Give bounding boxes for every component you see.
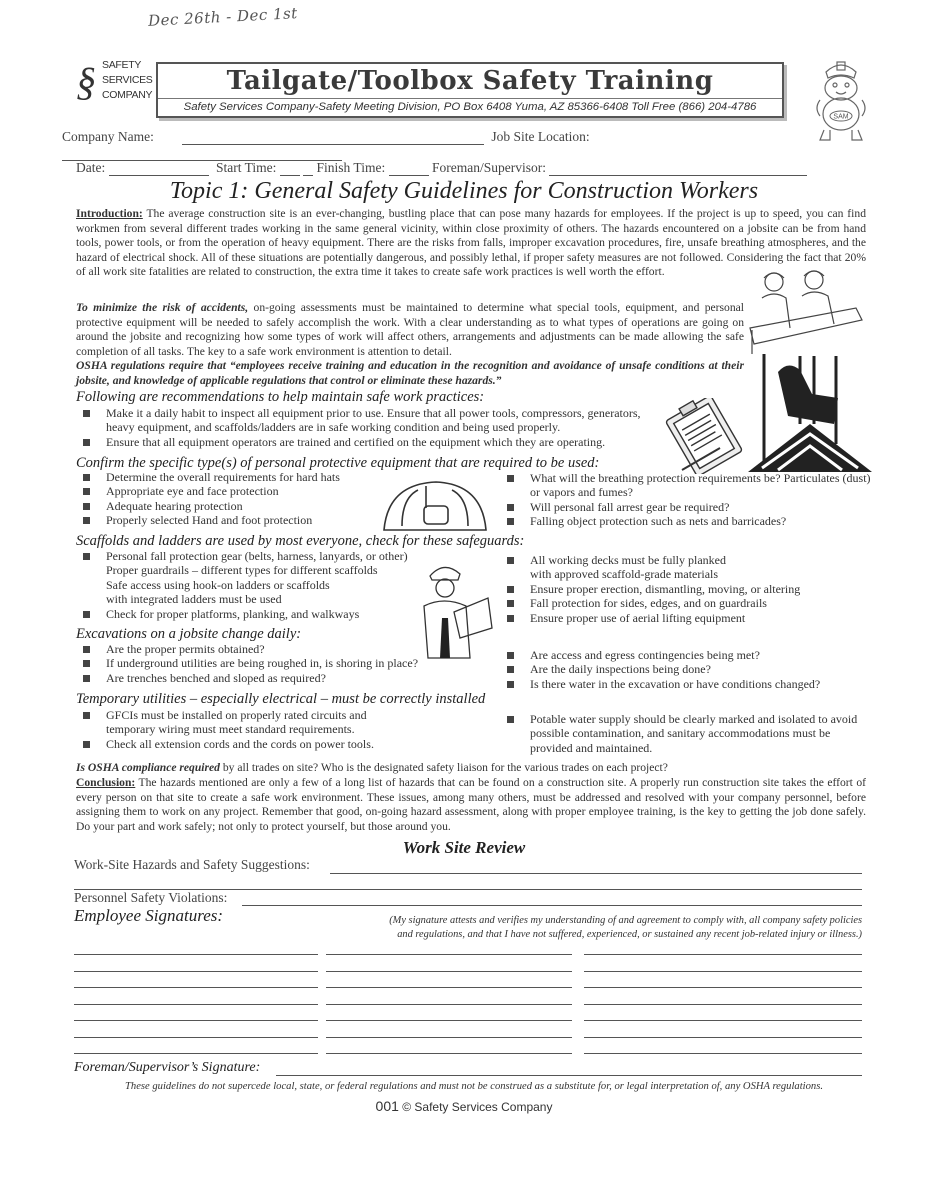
excavation-item: Are trenches benched and sloped as required? (76, 671, 436, 685)
form-row-1 (62, 129, 862, 161)
recommendations-section (76, 389, 676, 449)
ppe-item: Properly selected Hand and foot protection (76, 513, 396, 527)
attestation-line-1: (My signature attests and verifies my understanding of and agreement to comply with, all company safety policies (389, 915, 862, 926)
minimize-text: on-going assessments must be maintained to determine what special tools, equipment, and personal protective equipment will be needed to safely accomplish the work. With a clear understanding as to what types of operations are going on around the jobsite and recognizing how some types of work will affect others, arrangements and adjustments can be made allowing the safe completion of all tasks. The key to a safe work environment is attention to detail. (76, 301, 744, 358)
signature-line[interactable] (584, 954, 862, 955)
violations-field[interactable] (242, 905, 862, 906)
signature-line[interactable] (584, 1020, 862, 1021)
hazards-label: Work-Site Hazards and Safety Suggestions: (74, 857, 310, 872)
hazards-field[interactable] (330, 873, 862, 874)
ppe-item: What will the breathing protection requirements be? Particulates (dust) or vapors and fumes? (500, 471, 872, 500)
ppe-item: Determine the overall requirements for hard hats (76, 470, 396, 484)
excavation-item: Are access and egress contingencies being met? (500, 648, 872, 662)
osha-question-text: by all trades on site? Who is the designated safety liaison for the various trades on each project? (219, 761, 668, 774)
conclusion-text: The hazards mentioned are only a few of a long list of hazards that can be found on a construction site. A properly run construction site takes the effort of every person on that site to create a safe work environment. These issues, among many others, must be addressed and resolved with your company personnel, before assigning them to work on any project. Remember that good, on-going hazard assessment, along with proper employee training, is the key to getting the job done safely. Do your part and work safely; not only to protect yourself, but those around you. (76, 776, 866, 833)
osha-question (76, 761, 866, 776)
excavations-left-list (76, 642, 436, 685)
signature-line[interactable] (326, 1053, 572, 1054)
utility-item: GFCIs must be installed on properly rated circuits and temporary wiring must meet standard requirements. (76, 708, 406, 737)
date-field[interactable] (109, 175, 209, 176)
excavation-item: Is there water in the excavation or have conditions changed? (500, 677, 872, 691)
page-number: 001 (375, 1098, 399, 1114)
signature-line[interactable] (326, 1020, 572, 1021)
conclusion-label: Conclusion: (76, 776, 136, 789)
scaffold-item: Proper guardrails – different types for different scaffolds (106, 563, 378, 578)
header-subtitle: Safety Services Company-Safety Meeting Division, PO Box 6408 Yuma, AZ 85366-6408 Toll Free (866) 204-4786 (158, 98, 782, 116)
excavation-item: Are the proper permits obtained? (76, 642, 436, 656)
introduction-text: The average construction site is an ever-changing, bustling place that can pose many hazards for employees. If the project is up to speed, you can find workmen from several different trades working in the same general vicinity, within close proximity of others. The hazards encountered on a jobsite can be from hand tools, power tools, or from the operation of heavy equipment. There are the risks from falls, improper excavation procedures, fire, unsafe breathing atmospheres, and the hazard of electrical shock. All of these situations are potentially dangerous, and possibly lethal, if proper safety measures are not followed. Considering the fact that 20% of all work site fatalities are related to construction, the extra time it takes to create safe work practices is well worth the effort. (76, 207, 866, 279)
osha-quote: OSHA regulations require that “employees receive training and education in the recognition and avoidance of unsafe conditions at their jobsite, and knowledge of applicable regulations that control or eliminate these hazards.” (76, 359, 744, 387)
signature-line[interactable] (584, 1004, 862, 1005)
scaffold-item: Fall protection for sides, edges, and on guardrails (500, 596, 872, 610)
attestation-text (300, 914, 862, 942)
scaffolds-left-list (76, 549, 436, 621)
disclaimer: These guidelines do not supercede local, state, or federal regulations and must not be construed as a substitute for, or legal interpretation of, any OSHA regulations. (125, 1081, 823, 1092)
scaffold-item: Ensure proper use of aerial lifting equipment (500, 611, 872, 625)
excavation-item: If underground utilities are being roughed in, is shoring in place? (76, 656, 436, 670)
signature-line[interactable] (74, 971, 318, 972)
page-footer (0, 1098, 928, 1114)
signature-line[interactable] (326, 954, 572, 955)
excavations-right-list (500, 648, 872, 691)
company-name-field[interactable] (182, 144, 484, 145)
foreman-signature-label: Foreman/Supervisor’s Signature: (74, 1060, 261, 1075)
recommendation-item: Make it a daily habit to inspect all equipment prior to use. Ensure that all power tools, compressors, generators, heavy equipment, and scaffolds/ladders are in safe working condition and being used properly. (76, 406, 666, 435)
mascot-label: SAM (833, 113, 849, 121)
minimize-risk-paragraph (76, 301, 744, 389)
ppe-item: Will personal fall arrest gear be required? (500, 500, 872, 514)
scaffold-item: with integrated ladders must be used (106, 592, 282, 607)
scaffold-item: All working decks must be fully planked (500, 553, 872, 567)
minimize-lead: To minimize the risk of accidents, (76, 301, 249, 314)
signature-line[interactable] (584, 987, 862, 988)
finish-time-gap (303, 175, 313, 176)
ppe-right-list (500, 471, 872, 529)
header-title: Tailgate/Toolbox Safety Training (226, 66, 714, 96)
job-site-label: Job Site Location: (491, 129, 590, 144)
osha-question-lead: Is OSHA compliance required (76, 761, 220, 774)
scaffold-item: Personal fall protection gear (belts, harness, lanyards, or other) (76, 549, 436, 563)
signature-line[interactable] (584, 1037, 862, 1038)
logo-line: SAFETY (102, 59, 142, 71)
hard-hat-illustration-icon (380, 478, 490, 534)
violations-label: Personnel Safety Violations: (74, 890, 228, 905)
introduction-label: Introduction: (76, 207, 143, 220)
ppe-left-list (76, 470, 396, 528)
employee-signatures-label: Employee Signatures: (74, 906, 224, 925)
ppe-item: Appropriate eye and face protection (76, 484, 396, 498)
scaffolds-right-list (500, 553, 872, 625)
ppe-heading: Confirm the specific type(s) of personal protective equipment that are required to be used: (76, 455, 600, 471)
signature-line[interactable] (74, 1053, 318, 1054)
company-name-label: Company Name: (62, 129, 154, 144)
signature-line[interactable] (74, 1037, 318, 1038)
signature-line[interactable] (74, 1004, 318, 1005)
conclusion-paragraph (76, 776, 866, 834)
handwritten-date-note: Dec 26th - Dec 1st (147, 4, 299, 30)
utilities-heading: Temporary utilities – especially electrical – must be correctly installed (76, 691, 486, 707)
signature-line[interactable] (326, 1037, 572, 1038)
logo-line: COMPANY (102, 89, 153, 101)
foreman-label: Foreman/Supervisor: (431, 160, 546, 175)
scaffold-item: Ensure proper erection, dismantling, moving, or altering (500, 582, 872, 596)
excavation-item: Are the daily inspections being done? (500, 662, 872, 676)
signature-line[interactable] (584, 1053, 862, 1054)
date-label: Date: (76, 160, 106, 175)
excavations-heading: Excavations on a jobsite change daily: (76, 626, 302, 642)
start-time-field[interactable] (280, 175, 300, 176)
utility-item: Check all extension cords and the cords on power tools. (76, 737, 406, 751)
signature-line[interactable] (74, 954, 318, 955)
header-banner (156, 62, 784, 118)
form-row-2 (76, 160, 876, 176)
signature-line[interactable] (74, 987, 318, 988)
work-site-review-title: Work Site Review (402, 838, 526, 857)
signature-line[interactable] (326, 1004, 572, 1005)
utilities-left-list (76, 708, 406, 751)
ppe-item: Falling object protection such as nets and barricades? (500, 514, 872, 528)
logo-ss-mark: § (76, 59, 96, 104)
signature-line[interactable] (584, 971, 862, 972)
attestation-line-2: and regulations, and that I have not suffered, experienced, or sustained any recent job-related injury or illness.) (397, 929, 862, 940)
company-logo (76, 58, 153, 108)
recommendation-item: Ensure that all equipment operators are trained and certified on the equipment which they are operating. (76, 435, 666, 449)
scaffold-item: with approved scaffold-grade materials (530, 567, 719, 582)
topic-title: Topic 1: General Safety Guidelines for Construction Workers (169, 178, 759, 204)
scaffold-item: Safe access using hook-on ladders or scaffolds (106, 577, 330, 592)
foreman-signature-field[interactable] (276, 1075, 862, 1076)
utilities-right-list (500, 712, 872, 755)
engineers-illustration-icon (744, 268, 868, 354)
utility-item: Potable water supply should be clearly marked and isolated to avoid possible contamination, and sanitary accommodations must be provided and maintained. (500, 712, 872, 755)
recommendations-heading: Following are recommendations to help maintain safe work practices: (76, 389, 485, 405)
scaffolds-heading: Scaffolds and ladders are used by most everyone, check for these safeguards: (76, 533, 525, 549)
foreman-field[interactable] (549, 175, 807, 176)
signature-line[interactable] (326, 987, 572, 988)
scaffold-item: Check for proper platforms, planking, and walkways (76, 607, 436, 621)
start-time-label: Start Time: (216, 160, 277, 175)
copyright: © Safety Services Company (402, 1100, 553, 1114)
signature-line[interactable] (74, 1020, 318, 1021)
finish-time-field[interactable] (389, 175, 429, 176)
signature-line[interactable] (326, 971, 572, 972)
logo-line: SERVICES (102, 74, 153, 86)
finish-time-label: Finish Time: (316, 160, 386, 175)
ppe-item: Adequate hearing protection (76, 499, 396, 513)
